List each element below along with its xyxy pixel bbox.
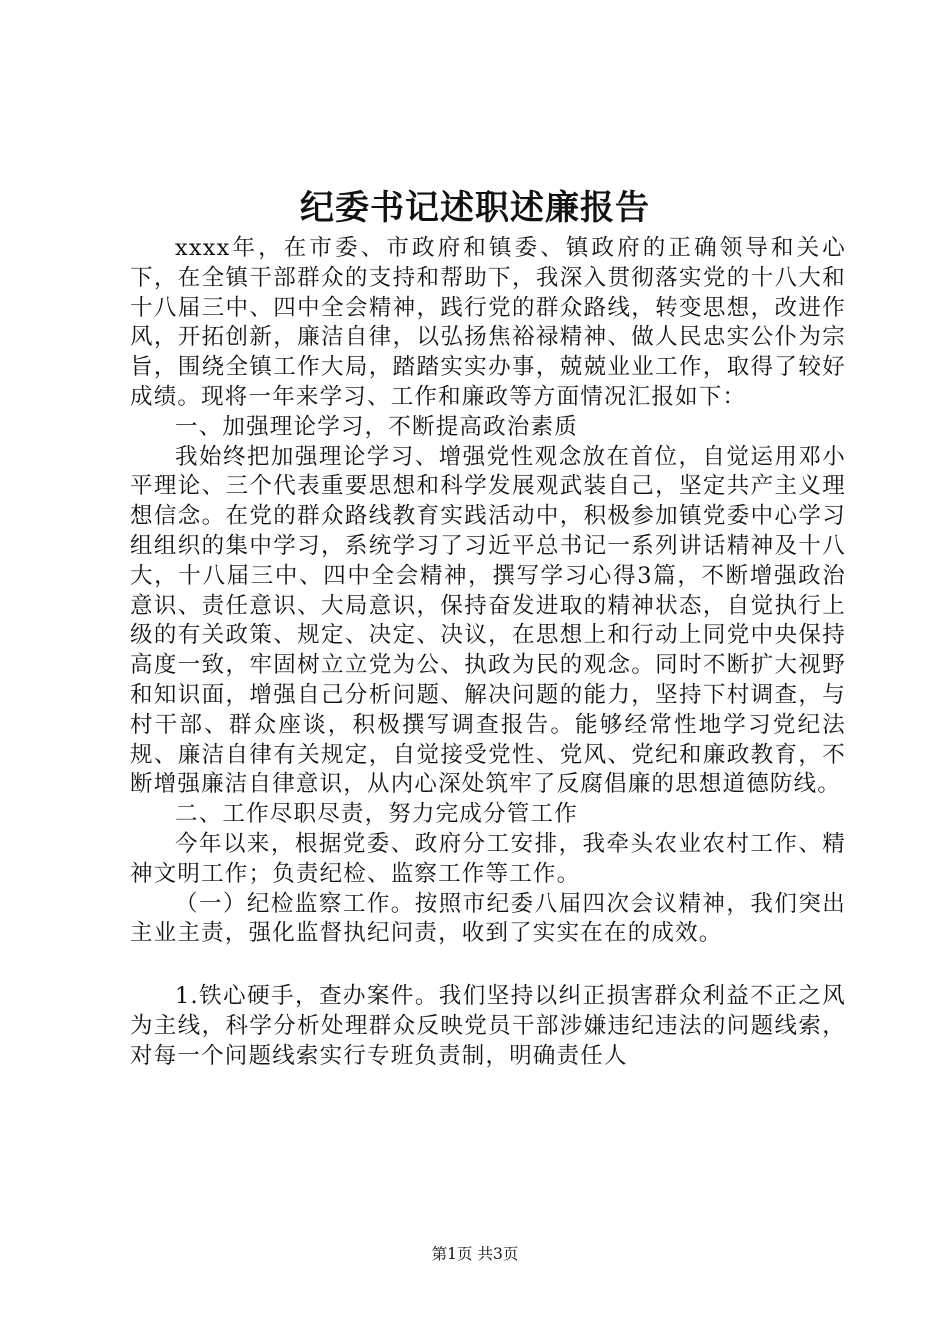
page-number-footer: 第1页 共3页	[431, 1245, 519, 1263]
discipline-inspection-paragraph: （一）纪检监察工作。按照市纪委八届四次会议精神，我们突出主业主责，强化监督执纪问责，收到了实实在在的成效。	[130, 890, 846, 947]
section-heading-2: 二、工作尽职尽责，努力完成分管工作	[175, 801, 578, 828]
case-handling-paragraph: 1.铁心硬手，查办案件。我们坚持以纠正损害群众利益不正之风为主线，科学分析处理群众反映党员干部涉嫌违纪违法的问题线索，对每一个问题线索实行专班负责制，明确责任人	[130, 983, 846, 1069]
document-body	[130, 234, 846, 1072]
work-assignment-paragraph: 今年以来，根据党委、政府分工安排，我牵头农业农村工作、精神文明工作；负责纪检、监察工作等工作。	[130, 830, 846, 887]
document-title: 纪委书记述职述廉报告	[300, 188, 650, 228]
intro-paragraph: xxxx年，在市委、市政府和镇委、镇政府的正确领导和关心下，在全镇干部群众的支持和帮助下，我深入贯彻落实党的十八大和十八届三中、四中全会精神，践行党的群众路线，转变思想，改进作风，开拓创新，廉洁自律，以弘扬焦裕禄精神、做人民忠实公仆为宗旨，围绕全镇工作大局，踏踏实实办事，兢兢业业工作，取得了较好成绩。现将一年来学习、工作和廉政等方面情况汇报如下：	[130, 235, 846, 410]
section-heading-1: 一、加强理论学习，不断提高政治素质	[175, 413, 578, 440]
study-paragraph: 我始终把加强理论学习、增强党性观念放在首位，自觉运用邓小平理论、三个代表重要思想和科学发展观武装自己，坚定共产主义理想信念。在党的群众路线教育实践活动中，积极参加镇党委中心学习组组织的集中学习，系统学习了习近平总书记一系列讲话精神及十八大，十八届三中、四中全会精神，撰写学习心得3篇，不断增强政治意识、责任意识、大局意识，保持奋发进取的精神状态，自觉执行上级的有关政策、规定、决定、决议，在思想上和行动上同党中央保持高度一致，牢固树立立党为公、执政为民的观念。同时不断扩大视野和知识面，增强自己分析问题、解决问题的能力，坚持下村调查，与村干部、群众座谈，积极撰写调查报告。能够经常性地学习党纪法规、廉洁自律有关规定，自觉接受党性、党风、党纪和廉政教育，不断增强廉洁自律意识，从内心深处筑牢了反腐倡廉的思想道德防线。	[130, 443, 846, 798]
